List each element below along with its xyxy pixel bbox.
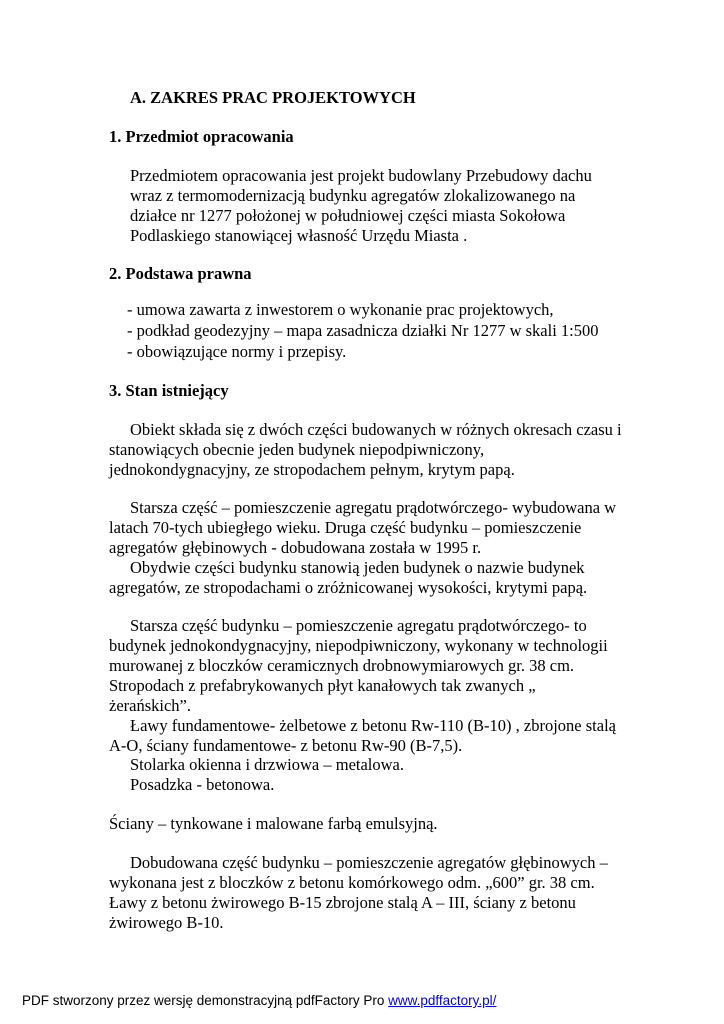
section-1-line: wraz z termomodernizacją budynku agregatów zlokalizowanego na bbox=[130, 186, 576, 205]
section-2-line: - podkład geodezyjny – mapa zasadnicza działki Nr 1277 w skali 1:500 bbox=[127, 321, 599, 340]
section-3-line: jednokondygnacyjny, ze stropodachem pełnym, krytym papą. bbox=[109, 460, 515, 479]
section-1-line: Podlaskiego stanowiącej własność Urzędu Miasta . bbox=[130, 226, 468, 245]
section-3-line: A-O, ściany fundamentowe- z betonu Rw-90 (B-7,5). bbox=[109, 736, 463, 755]
section-3-line: agregatów, ze stropodachami o zróżnicowanej wysokości, krytymi papą. bbox=[109, 578, 588, 597]
section-3-heading: 3. Stan istniejący bbox=[109, 381, 229, 400]
section-3-line: Starsza część – pomieszczenie agregatu prądotwórczego- wybudowana w bbox=[130, 498, 617, 517]
section-3-line: Stropodach z prefabrykowanych płyt kanałowych tak zwanych „ bbox=[109, 676, 536, 695]
footer-link[interactable]: www.pdffactory.pl/ bbox=[388, 993, 497, 1008]
document-title: A. ZAKRES PRAC PROJEKTOWYCH bbox=[130, 88, 416, 107]
section-3-line: murowanej z bloczków ceramicznych drobnowymiarowych gr. 38 cm. bbox=[109, 656, 575, 675]
section-3-line: Obiekt składa się z dwóch części budowanych w różnych okresach czasu i bbox=[130, 420, 622, 439]
section-3-line: Ławy z betonu żwirowego B-15 zbrojone stalą A – III, ściany z betonu bbox=[109, 893, 576, 912]
section-3-line: wykonana jest z bloczków z betonu komórkowego odm. „600” gr. 38 cm. bbox=[109, 873, 595, 892]
section-3-line: budynek jednokondygnacyjny, niepodpiwniczony, wykonany w technologii bbox=[109, 636, 608, 655]
section-2-line: - umowa zawarta z inwestorem o wykonanie prac projektowych, bbox=[127, 300, 554, 319]
section-1-line: Przedmiotem opracowania jest projekt budowlany Przebudowy dachu bbox=[130, 166, 592, 185]
section-3-line: Ławy fundamentowe- żelbetowe z betonu Rw-110 (B-10) , zbrojone stalą bbox=[130, 716, 616, 735]
section-3-line: stanowiących obecnie jeden budynek niepodpiwniczony, bbox=[109, 440, 485, 459]
section-2-heading: 2. Podstawa prawna bbox=[109, 264, 252, 283]
section-3-line: Ściany – tynkowane i malowane farbą emulsyjną. bbox=[109, 814, 438, 833]
pdf-footer bbox=[22, 993, 496, 1008]
section-3-line: Posadzka - betonowa. bbox=[130, 775, 275, 794]
section-3-line: Dobudowana część budynku – pomieszczenie agregatów głębinowych – bbox=[130, 853, 608, 872]
section-3-line: żwirowego B-10. bbox=[109, 913, 224, 932]
section-3-line: żerańskich”. bbox=[109, 696, 191, 715]
section-3-line: Stolarka okienna i drzwiowa – metalowa. bbox=[130, 755, 404, 774]
section-3-line: agregatów głębinowych - dobudowana została w 1995 r. bbox=[109, 538, 482, 557]
section-3-line: Obydwie części budynku stanowią jeden budynek o nazwie budynek bbox=[130, 558, 585, 577]
section-3-line: Starsza część budynku – pomieszczenie agregatu prądotwórczego- to bbox=[130, 616, 587, 635]
section-1-line: działce nr 1277 położonej w południowej części miasta Sokołowa bbox=[130, 206, 566, 225]
section-1-heading: 1. Przedmiot opracowania bbox=[109, 127, 294, 146]
section-3-line: latach 70-tych ubiegłego wieku. Druga część budynku – pomieszczenie bbox=[109, 518, 582, 537]
section-2-line: - obowiązujące normy i przepisy. bbox=[127, 342, 347, 361]
footer-text: PDF stworzony przez wersję demonstracyjną pdfFactory Pro bbox=[22, 993, 389, 1008]
